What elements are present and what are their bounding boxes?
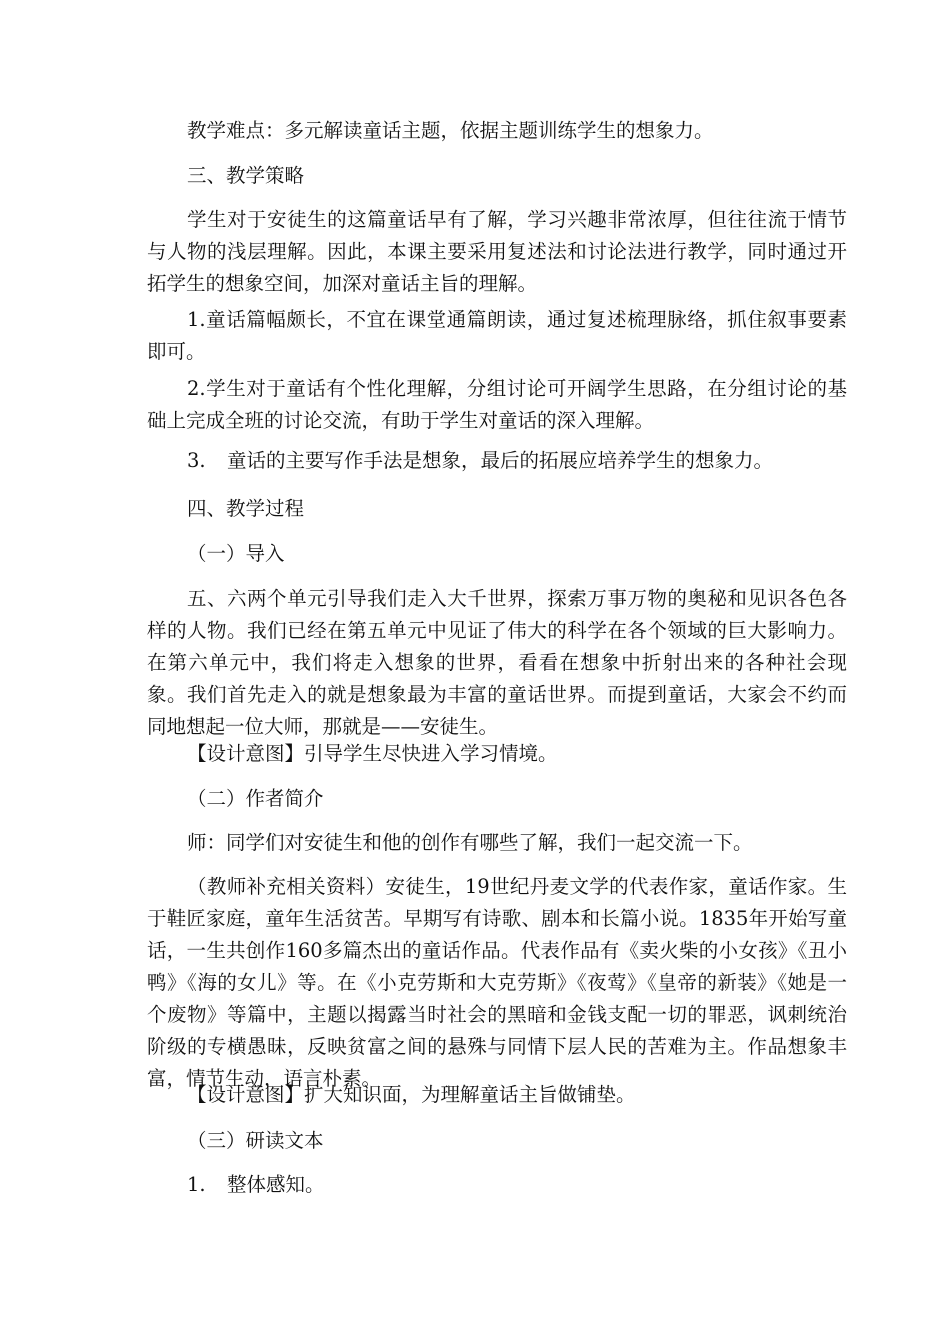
item-3-text: 童话的主要写作手法是想象，最后的拓展应培养学生的想象力。 [227,449,774,472]
teaching-difficulty-line: 教学难点：多元解读童话主题，依据主题训练学生的想象力。 [187,119,714,142]
section-3-heading: 三、教学策略 [187,164,305,187]
item-3-number: 3. [187,449,206,472]
subsection-2-heading: （二）作者简介 [187,787,324,810]
strategy-item-1: 1.童话篇幅颇长，不宜在课堂通篇朗读，通过复述梳理脉络，抓住叙事要素即可。 [147,308,847,363]
section-4-heading: 四、教学过程 [187,497,305,520]
design-intent-1: 【设计意图】引导学生尽快进入学习情境。 [187,742,558,765]
reading-item-1-number: 1. [187,1173,206,1196]
subsection-1-heading: （一）导入 [187,542,285,565]
reading-item-1 [187,1169,325,1201]
intro-paragraph: 五、六两个单元引导我们走入大千世界，探索万事万物的奥秘和见识各色各样的人物。我们已经在第五单元中见证了伟大的科学在各个领域的巨大影响力。在第六单元中，我们将走入想象的世界，看看在想象中折射出来的各种社会现象。我们首先走入的就是想象最为丰富的童话世界。而提到童话，大家会不约而同地想起一位大师，那就是——安徒生。 [147,587,847,738]
strategy-item-3 [187,445,773,477]
reading-item-1-text: 整体感知。 [227,1173,325,1196]
author-paragraph: （教师补充相关资料）安徒生，19世纪丹麦文学的代表作家，童话作家。生于鞋匠家庭，童年生活贫苦。早期写有诗歌、剧本和长篇小说。1835年开始写童话，一生共创作160多篇杰出的童话作品。代表作品有《卖火柴的小女孩》《丑小鸭》《海的女儿》等。在《小克劳斯和大克劳斯》《夜莺》《皇帝的新装》《她是一个废物》等篇中，主题以揭露当时社会的黑暗和金钱支配一切的罪恶，讽刺统治阶级的专横愚昧，反映贫富之间的悬殊与同情下层人民的苦难为主。作品想象丰富，情节生动，语言朴素。 [147,875,847,1090]
strategy-item-2: 2.学生对于童话有个性化理解，分组讨论可开阔学生思路，在分组讨论的基础上完成全班的讨论交流，有助于学生对童话的深入理解。 [147,377,847,432]
subsection-3-heading: （三）研读文本 [187,1129,324,1152]
strategy-paragraph: 学生对于安徒生的这篇童话早有了解，学习兴趣非常浓厚，但往往流于情节与人物的浅层理解。因此，本课主要采用复述法和讨论法进行教学，同时通过开拓学生的想象空间，加深对童话主旨的理解。 [147,208,847,295]
teacher-line: 师：同学们对安徒生和他的创作有哪些了解，我们一起交流一下。 [187,831,753,854]
design-intent-2: 【设计意图】扩大知识面，为理解童话主旨做铺垫。 [187,1083,636,1106]
